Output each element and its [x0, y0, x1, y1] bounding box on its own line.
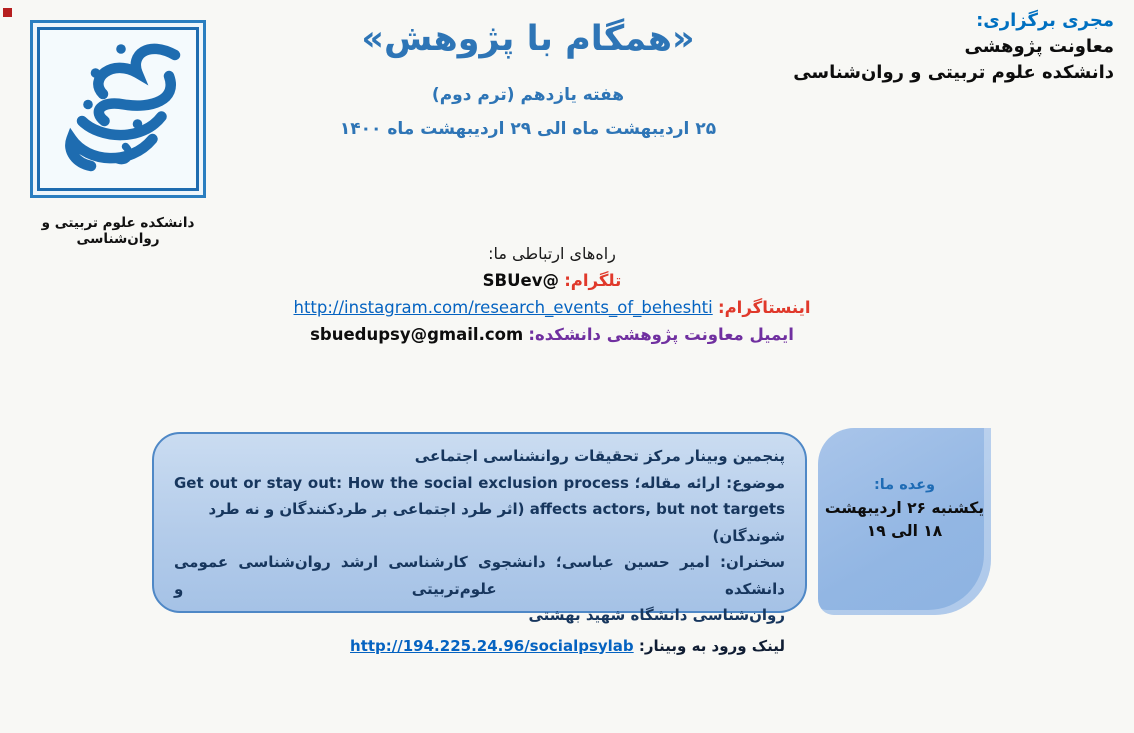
schedule-time: ۱۸ الی ۱۹ [866, 522, 943, 540]
university-emblem-calligraphy-icon [43, 34, 193, 184]
university-logo [30, 20, 206, 198]
email-line [252, 321, 852, 348]
schedule-heading: وعده ما: [873, 477, 936, 493]
webinar-title: پنجمین وبینار مرکز تحقیقات روانشناسی اجتماعی [414, 447, 785, 465]
schedule-date: یکشنبه ۲۶ اردیبهشت [824, 499, 985, 517]
organizer-faculty: دانشکده علوم تربیتی و روان‌شناسی [793, 62, 1114, 83]
instagram-label: اینستاگرام: [717, 298, 811, 317]
email-label: ایمیل معاونت پژوهشی دانشکده: [528, 325, 794, 344]
webinar-link-label: لینک ورود به وبینار: [638, 636, 785, 655]
red-marker [3, 8, 12, 17]
university-logo-frame [37, 27, 199, 191]
webinar-topic-line2: affects actors, but not targets (اثر طرد اجتماعی بر طردکنندگان و نه طرد شوندگان) [208, 500, 785, 545]
instagram-link[interactable]: http://instagram.com/research_events_of_beheshti [293, 298, 713, 317]
webinar-speaker-line1: سخنران: امیر حسین عباسی؛ دانشجوی کارشناسی ارشد روان‌شناسی عمومی دانشکده علوم‌تربیتی و [174, 553, 785, 598]
faculty-name-caption: دانشکده علوم تربیتی و روان‌شناسی [41, 215, 195, 247]
instagram-line [252, 294, 852, 321]
date-range: ۲۵ اردیبهشت ماه الی ۲۹ اردیبهشت ماه ۱۴۰۰ [339, 119, 717, 139]
telegram-label: تلگرام: [564, 271, 622, 290]
webinar-topic-line1: موضوع: ارائه مقاله؛ Get out or stay out: How the social exclusion process [174, 473, 786, 492]
email-address: sbuedupsy@gmail.com [310, 325, 524, 344]
page-title: «همگام با پژوهش» [361, 19, 695, 59]
organizer-department: معاونت پژوهشی [964, 36, 1114, 57]
telegram-line [252, 267, 852, 294]
webinar-card [152, 432, 807, 655]
contact-heading: راه‌های ارتباطی ما: [488, 244, 616, 263]
header-title-block [278, 18, 778, 139]
webinar-link-line [174, 633, 785, 660]
telegram-handle: @SBUev [482, 271, 559, 290]
week-subtitle: هفته یازدهم (ترم دوم) [431, 85, 625, 105]
webinar-speaker-line2: روان‌شناسی دانشگاه شهید بهشتی [528, 606, 785, 624]
organizer-block [793, 8, 1114, 86]
contact-block [252, 240, 852, 348]
webinar-entry-link[interactable]: http://194.225.24.96/socialpsylab [350, 636, 634, 655]
organizer-label: مجری برگزاری: [976, 10, 1114, 31]
schedule-card [818, 428, 991, 615]
